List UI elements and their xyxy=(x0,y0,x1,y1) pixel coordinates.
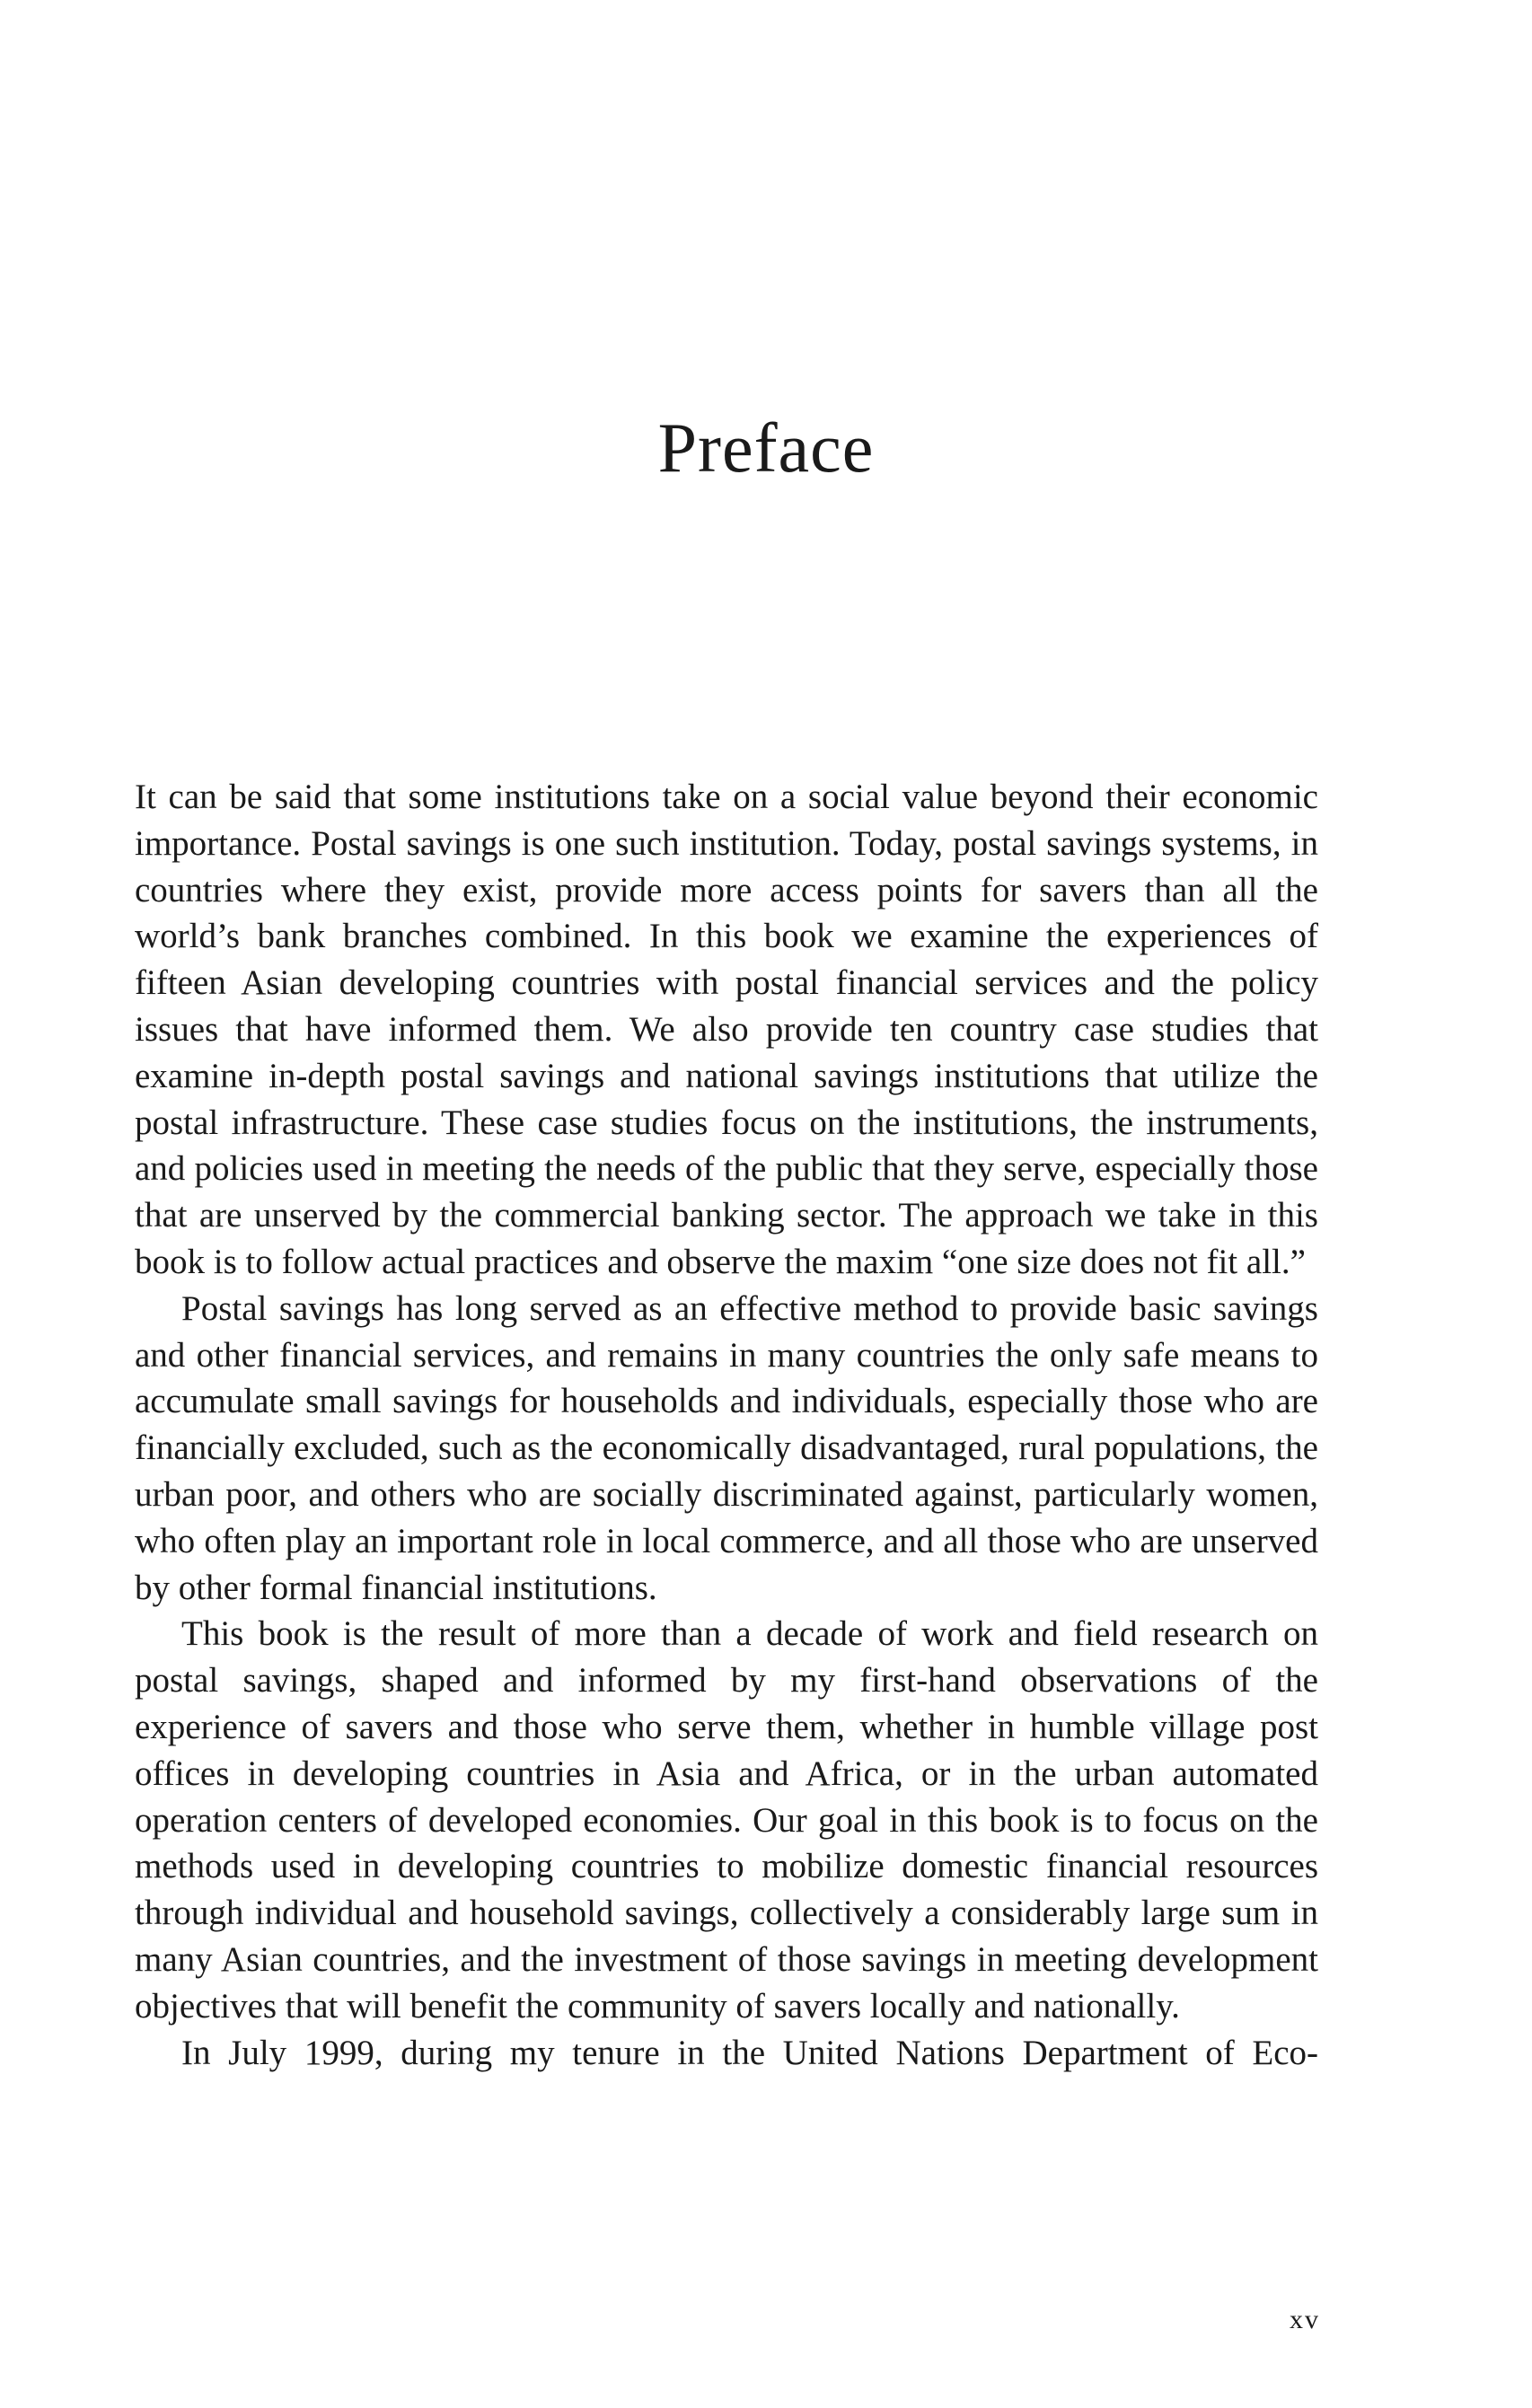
preface-body xyxy=(135,774,1318,2076)
paragraph-2: Postal savings has long served as an effective method to provide basic savings and other financial services, and remains in many countries the only safe means to accumulate small savings for households and individuals, especially those who are financially excluded, such as the economically disadvantaged, rural populations, the urban poor, and others who are socially discriminated against, particularly women, who often play an important role in local commerce, and all those who are unserved by other formal financial institutions. xyxy=(135,1288,1318,1607)
page-number: xv xyxy=(1290,2305,1320,2334)
page-title: Preface xyxy=(657,409,875,487)
paragraph-3: This book is the result of more than a decade of work and field research on postal savings, shaped and informed by my first-hand observations of the experience of savers and those who serve them, whether in humble village post offices in developing countries in Asia and Africa, or in the urban automated operation centers of developed economies. Our goal in this book is to focus on the methods used in developing countries to mobilize domestic financial resources through individual and household savings, collectively a considerably large sum in many Asian countries, and the investment of those savings in meeting development objectives that will benefit the community of savers locally and nationally. xyxy=(135,1614,1318,2026)
paragraph-4: In July 1999, during my tenure in the United Nations Department of Eco- xyxy=(181,2033,1318,2072)
paragraph-1: It can be said that some institutions take on a social value beyond their economic importance. Postal savings is one such institution. Today, postal savings systems, in countries where they exist, provide more access points for savers than all the world’s bank branches combined. In this book we examine the experiences of fifteen Asian developing countries with postal financial services and the policy issues that have informed them. We also provide ten country case studies that examine in-depth postal savings and national savings institutions that utilize the postal infrastructure. These case studies focus on the institutions, the instruments, and policies used in meeting the needs of the public that they serve, especially those that are unserved by the commercial banking sector. The approach we take in this book is to follow actual practices and observe the maxim “one size does not fit all.” xyxy=(135,778,1318,1281)
